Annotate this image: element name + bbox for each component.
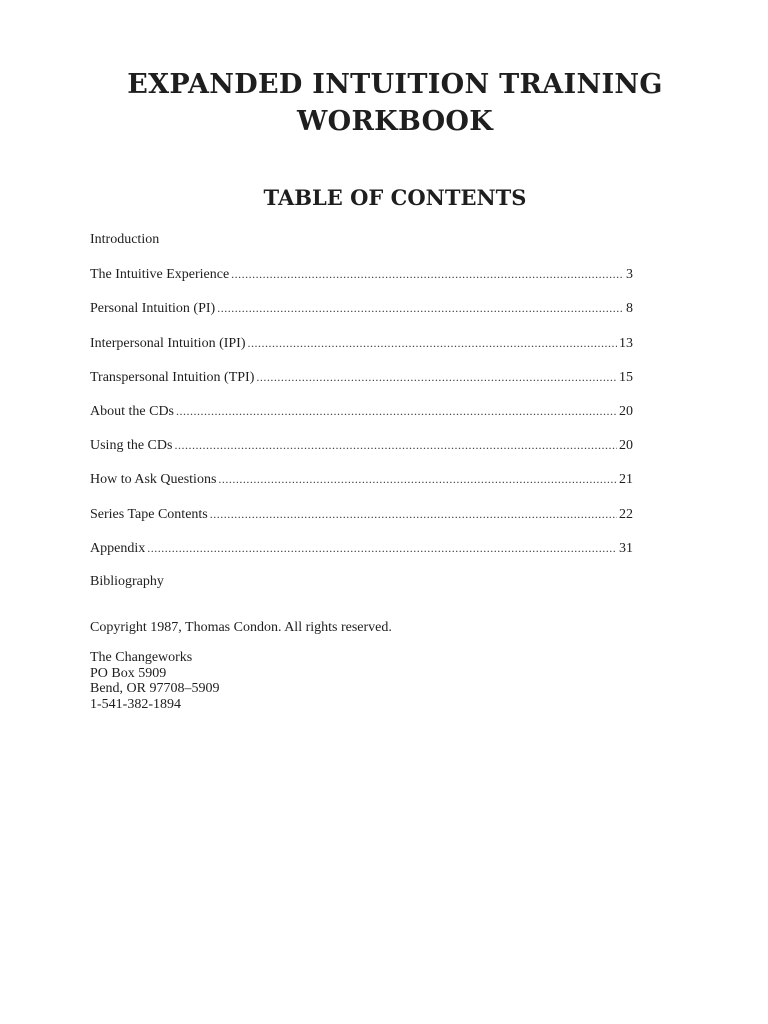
dot-leader — [256, 366, 617, 388]
toc-entry-label: Interpersonal Intuition (IPI) — [90, 335, 246, 351]
dot-leader — [231, 263, 624, 285]
dot-leader — [210, 503, 617, 525]
toc-entry-page: 20 — [619, 403, 633, 419]
toc-entry-label: Series Tape Contents — [90, 506, 208, 522]
toc-entry-page: 15 — [619, 369, 633, 385]
toc-entry-label: Using the CDs — [90, 438, 173, 454]
toc-entry-label: Introduction — [90, 232, 160, 247]
toc-entry-label: The Intuitive Experience — [90, 267, 230, 283]
toc-entry-introduction — [90, 229, 633, 263]
toc-entry-interpersonal-intuition — [90, 332, 633, 366]
address-line-publisher: The Changeworks — [90, 650, 193, 665]
address-line-phone: 1-541-382-1894 — [90, 696, 181, 712]
toc-entry-label: Transpersonal Intuition (TPI) — [90, 369, 255, 385]
toc-entry-label: Personal Intuition (PI) — [90, 301, 216, 317]
toc-entry-page: 21 — [619, 472, 633, 488]
toc-entry-label: Bibliography — [90, 573, 164, 589]
dot-leader — [147, 537, 617, 559]
address-line-city: Bend, OR 97708–5909 — [90, 681, 220, 696]
toc-entry-page: 13 — [619, 335, 633, 351]
toc-entry-about-the-cds — [90, 400, 633, 434]
toc-entry-using-the-cds — [90, 434, 633, 468]
address-line-po-box: PO Box 5909 — [90, 665, 167, 681]
dot-leader — [217, 297, 624, 319]
toc-entry-personal-intuition — [90, 297, 633, 331]
toc-entry-label: About the CDs — [90, 403, 174, 419]
toc-entry-page: 22 — [619, 506, 633, 522]
table-of-contents — [90, 229, 633, 605]
toc-entry-series-tape-contents — [90, 503, 633, 537]
toc-entry-intuitive-experience — [90, 263, 633, 297]
toc-entry-how-to-ask-questions — [90, 468, 633, 502]
document-title-line-2: WORKBOOK — [297, 106, 493, 137]
copyright-notice: Copyright 1987, Thomas Condon. All rights reserved. — [90, 620, 392, 635]
toc-entry-page: 20 — [619, 438, 633, 454]
document-title-line-1: EXPANDED INTUITION TRAINING — [127, 69, 663, 100]
toc-entry-page: 3 — [626, 267, 633, 283]
dot-leader — [218, 468, 617, 490]
publisher-address — [90, 650, 220, 712]
toc-entry-transpersonal-intuition — [90, 366, 633, 400]
toc-entry-page: 8 — [626, 301, 633, 317]
toc-entry-label: Appendix — [90, 540, 146, 556]
toc-entry-bibliography — [90, 571, 633, 605]
dot-leader — [176, 400, 617, 422]
toc-entry-label: How to Ask Questions — [90, 472, 217, 488]
document-title — [90, 66, 700, 140]
dot-leader — [174, 434, 617, 456]
toc-heading: TABLE OF CONTENTS — [263, 185, 527, 210]
dot-leader — [248, 332, 617, 354]
toc-entry-page: 31 — [619, 540, 633, 556]
toc-entry-appendix — [90, 537, 633, 571]
